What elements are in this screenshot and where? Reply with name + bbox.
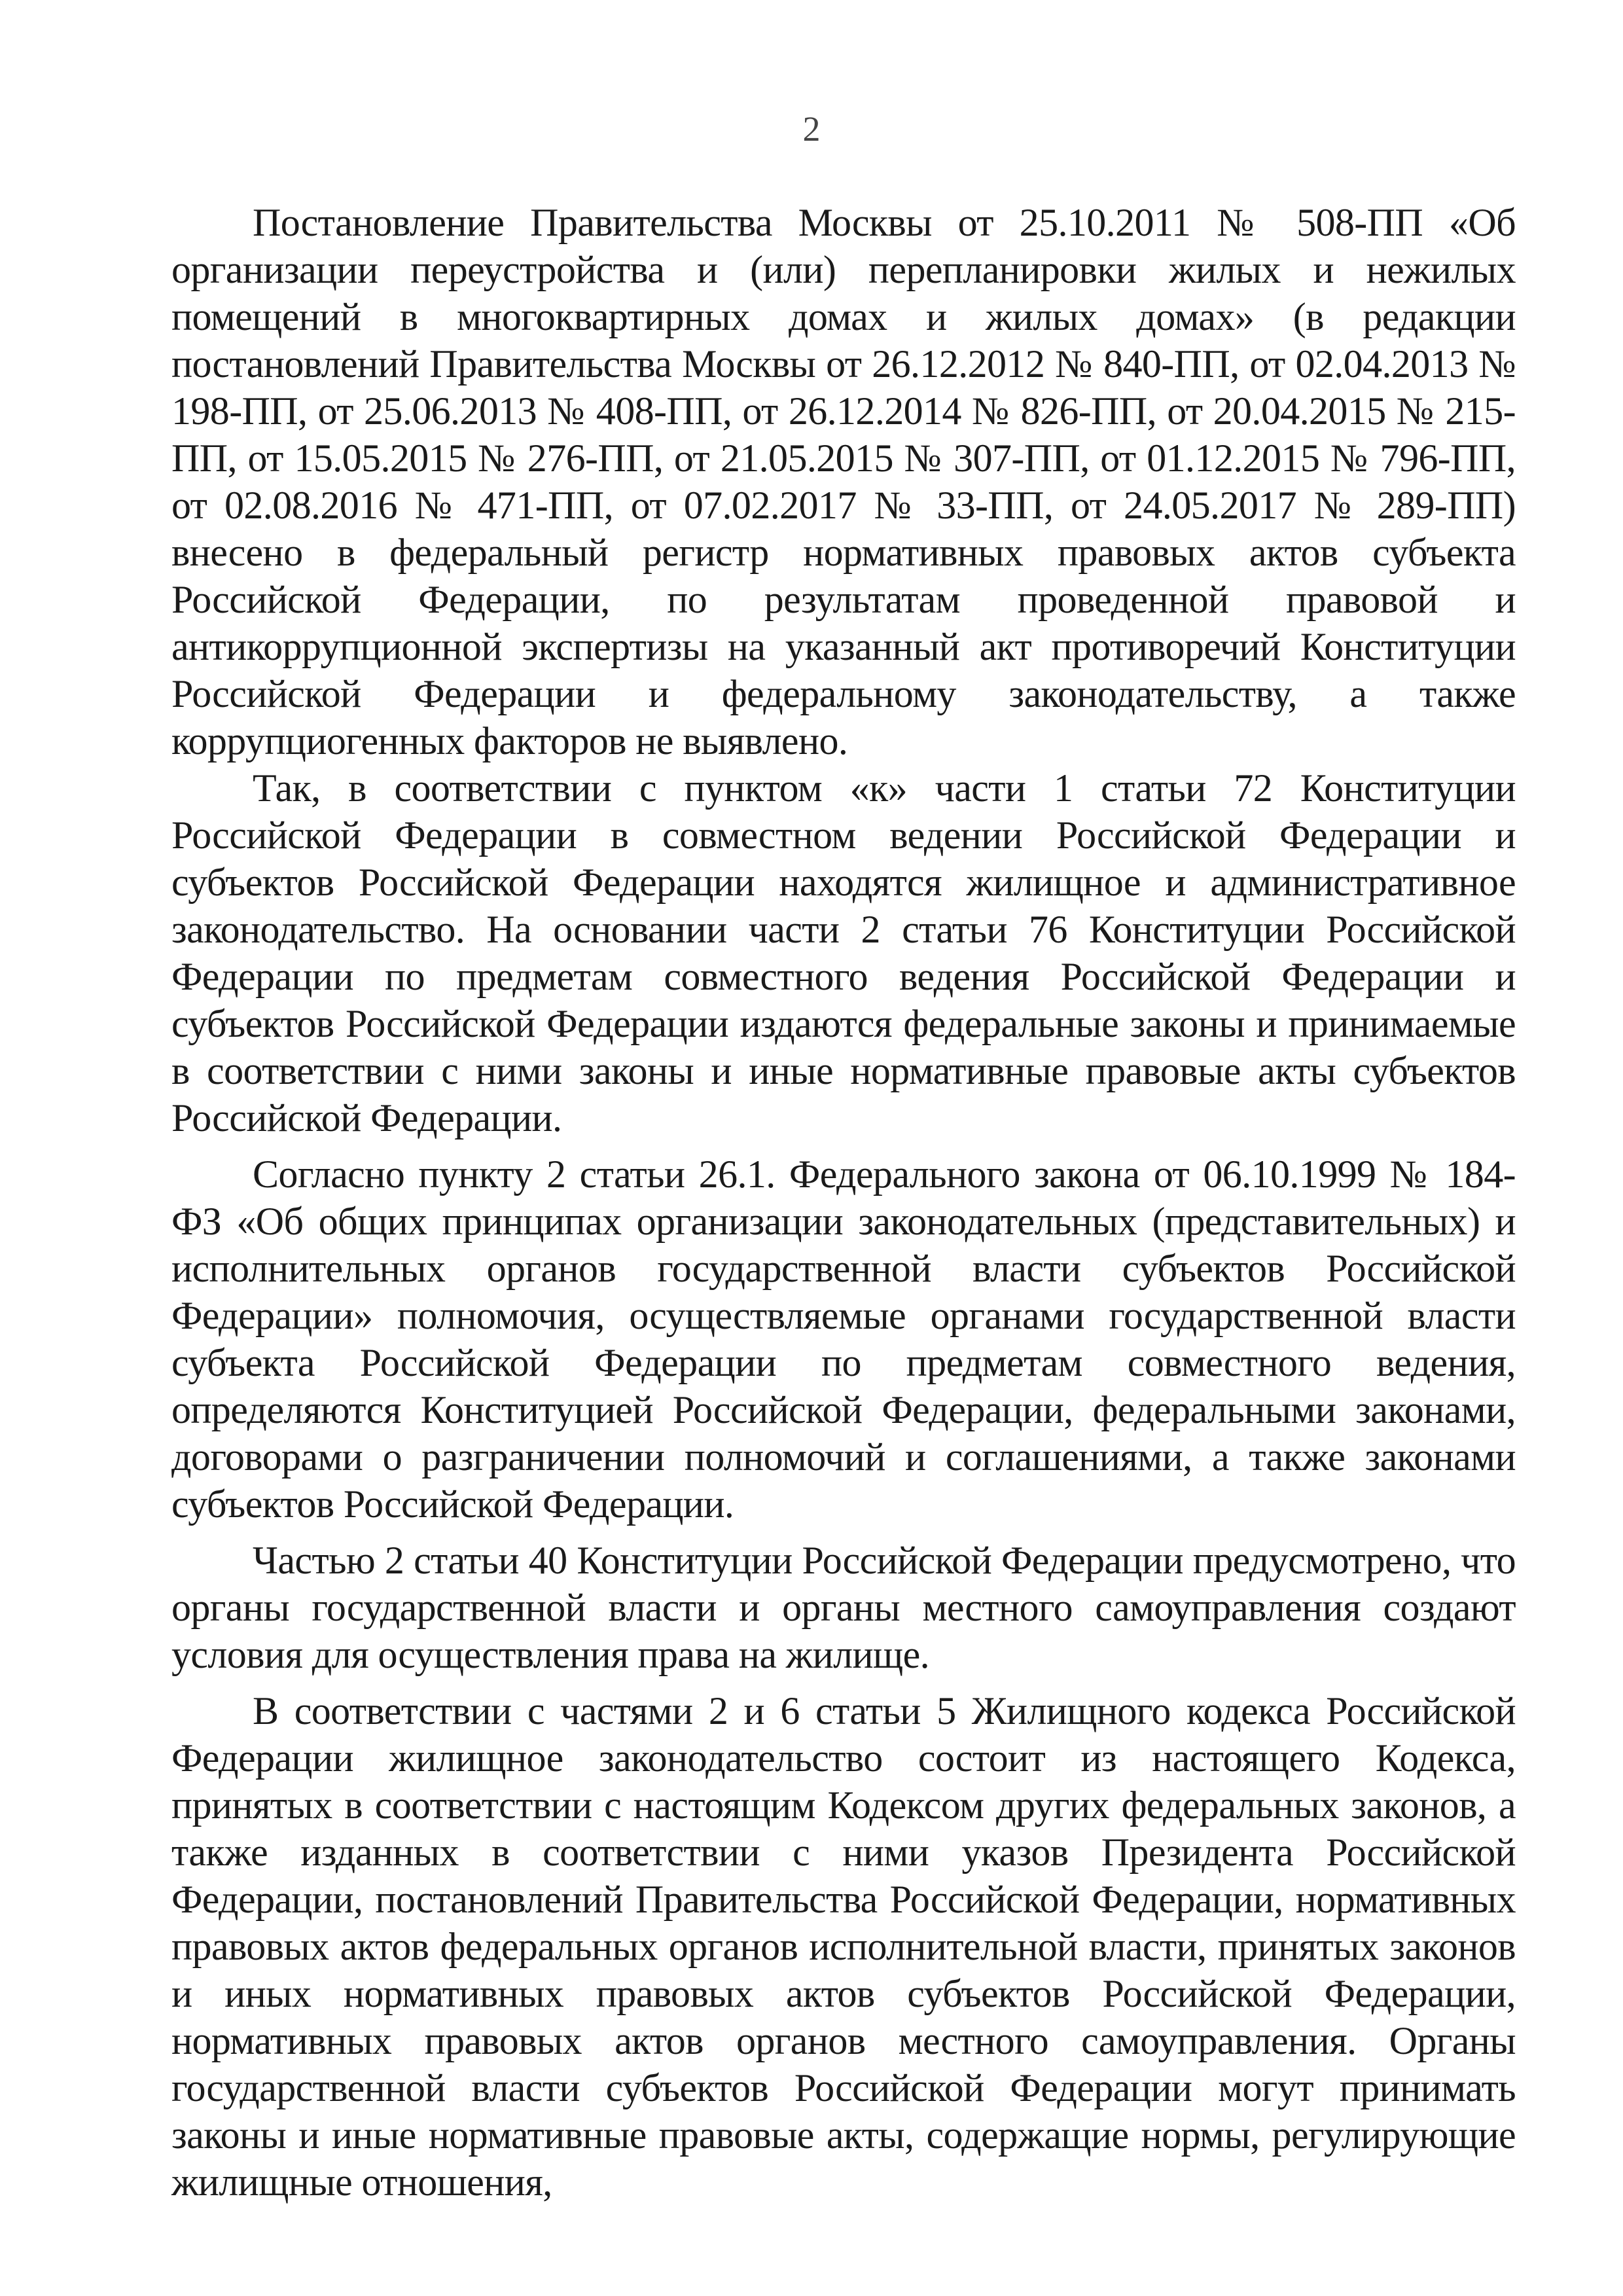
paragraph-federal-law-184: Согласно пункту 2 статьи 26.1. Федерального закона от 06.10.1999 № 184-ФЗ «Об общих принципах организации законодательных (представительных) и исполнительных органов государственной власти субъектов Российской Федерации» полномочия, осуществляемые органами государственной власти субъекта Российской Федерации по предметам совместного ведения, определяются Конституцией Российской Федерации, федеральными законами, договорами о разграничении полномочий и соглашениями, а также законами субъектов Российской Федерации. <box>171 1153 1516 1526</box>
page-number: 2 <box>802 109 821 149</box>
paragraph-constitution-article-40: Частью 2 статьи 40 Конституции Российской Федерации предусмотрено, что органы государственной власти и органы местного самоуправления создают условия для осуществления права на жилище. <box>171 1539 1516 1676</box>
paragraph-resolution-registered: Постановление Правительства Москвы от 25.10.2011 № 508-ПП «Об организации переустройства и (или) перепланировки жилых и нежилых помещений в многоквартирных домах и жилых домах» (в редакции постановлений Правительства Москвы от 26.12.2012 № 840-ПП, от 02.04.2013 № 198-ПП, от 25.06.2013 № 408-ПП, от 26.12.2014 № 826-ПП, от 20.04.2015 № 215-ПП, от 15.05.2015 № 276-ПП, от 21.05.2015 № 307-ПП, от 01.12.2015 № 796-ПП, от 02.08.2016 № 471-ПП, от 07.02.2017 № 33-ПП, от 24.05.2017 № 289-ПП) внесено в федеральный регистр нормативных правовых актов субъекта Российской Федерации, по результатам проведенной правовой и антикоррупционной экспертизы на указанный акт противоречий Конституции Российской Федерации и федеральному законодательству, а также коррупциогенных факторов не выявлено. <box>171 201 1516 762</box>
document-body <box>171 199 1516 2206</box>
paragraph-housing-code-article-5: В соответствии с частями 2 и 6 статьи 5 Жилищного кодекса Российской Федерации жилищное законодательство состоит из настоящего Кодекса, принятых в соответствии с настоящим Кодексом других федеральных законов, а также изданных в соответствии с ними указов Президента Российской Федерации, постановлений Правительства Российской Федерации, нормативных правовых актов федеральных органов исполнительной власти, принятых законов и иных нормативных правовых актов субъектов Российской Федерации, нормативных правовых актов органов местного самоуправления. Органы государственной власти субъектов Российской Федерации могут принимать законы и иные нормативные правовые акты, содержащие нормы, регулирующие жилищные отношения, <box>171 1689 1516 2204</box>
paragraph-joint-jurisdiction: Так, в соответствии с пунктом «к» части 1 статьи 72 Конституции Российской Федерации в совместном ведении Российской Федерации и субъектов Российской Федерации находятся жилищное и административное законодательство. На основании части 2 статьи 76 Конституции Российской Федерации по предметам совместного ведения Российской Федерации и субъектов Российской Федерации издаются федеральные законы и принимаемые в соответствии с ними законы и иные нормативные правовые акты субъектов Российской Федерации. <box>171 766 1516 1139</box>
